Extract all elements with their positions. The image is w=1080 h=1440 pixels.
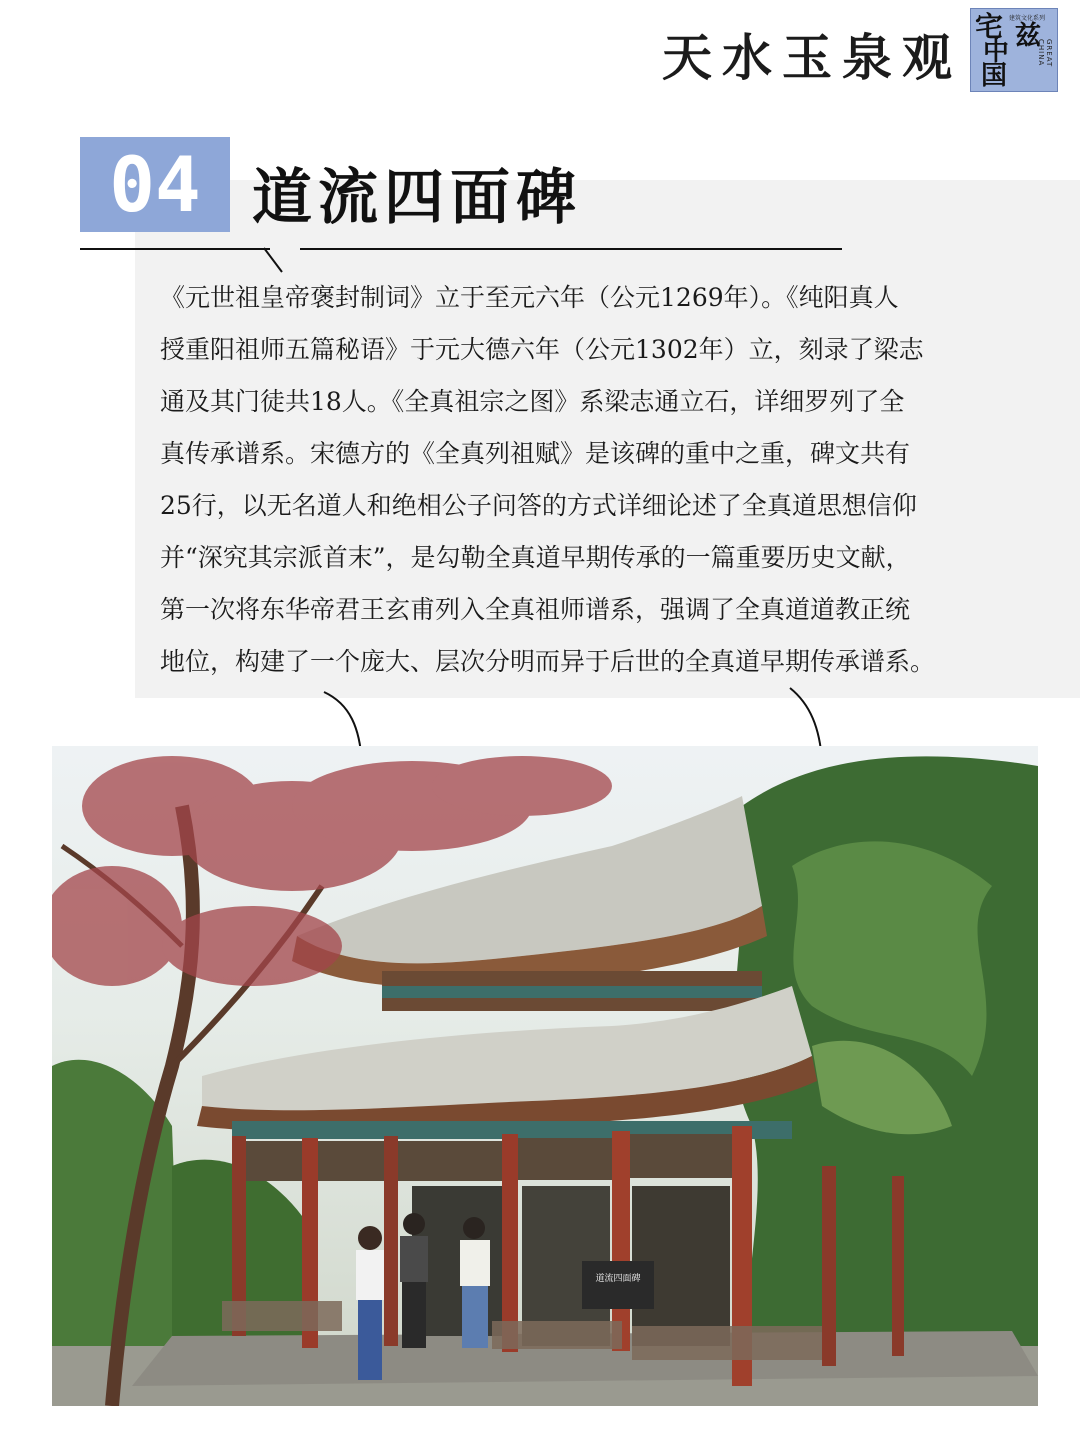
body-line: 授重阳祖师五篇秘语》于元大德六年（公元1302年）立，刻录了梁志: [160, 335, 924, 364]
body-line: 第一次将东华帝君王玄甫列入全真祖师谱系，强调了全真道道教正统: [160, 595, 911, 624]
body-line: 《元世祖皇帝褒封制词》立于至元六年（公元1269年）。《纯阳真人: [160, 283, 899, 312]
pavilion-illustration: [52, 746, 1038, 1406]
brand-logo: [970, 8, 1058, 92]
logo-char: 宅: [975, 10, 1004, 43]
body-line: 并“深究其宗派首末”，是勾勒全真道早期传承的一篇重要历史文献，: [160, 543, 911, 572]
page-header-title: 天水玉泉观: [662, 28, 962, 87]
body-line: 地位，构建了一个庞大、层次分明而异于后世的全真道早期传承谱系。: [160, 647, 936, 676]
body-line: 通及其门徒共18人。《全真祖宗之图》系梁志通立石，详细罗列了全: [160, 387, 905, 416]
logo-char: 国: [981, 61, 1008, 91]
logo-char: 兹: [1015, 21, 1042, 51]
section-number-badge: 04: [80, 137, 230, 232]
stele-sign-text: 道流四面碑: [595, 1274, 641, 1284]
logo-char: 中: [983, 37, 1010, 67]
body-line: 25行，以无名道人和绝相公子问答的方式详细论述了全真道思想信仰: [160, 491, 917, 520]
divider-line-right: [300, 248, 842, 250]
divider-line-left: [80, 248, 270, 250]
visitor-figure: [356, 1226, 384, 1380]
logo-small-text: 建筑文化系列: [1009, 15, 1046, 22]
pavilion-photo: [52, 746, 1038, 1406]
body-line: 真传承谱系。宋德方的《全真列祖赋》是该碑的重中之重，碑文共有: [160, 439, 911, 468]
logo-english-text: GREAT CHINA: [1037, 39, 1053, 68]
section-title: 道流四面碑: [252, 163, 582, 233]
body-paragraph: [160, 272, 1060, 688]
